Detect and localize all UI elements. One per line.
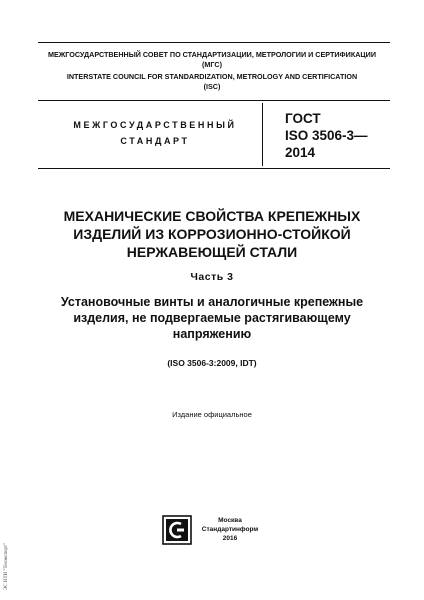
edition-note: Издание официальное: [172, 410, 252, 419]
publisher-name: Стандартинформ: [201, 526, 259, 533]
header-rule: [38, 100, 390, 101]
council-name-en: INTERSTATE COUNCIL FOR STANDARDIZATION, METROLOGY AND CERTIFICATION: [66, 72, 358, 81]
title-line1: МЕХАНИЧЕСКИЕ СВОЙСТВА КРЕПЕЖНЫХ: [63, 208, 361, 224]
publisher-logo-icon: [162, 515, 192, 545]
iso-reference: (ISO 3506-3:2009, IDT): [167, 358, 257, 368]
subtitle-line1: Установочные винты и аналогичные крепежные: [60, 295, 364, 309]
council-name-ru: МЕЖГОСУДАРСТВЕННЫЙ СОВЕТ ПО СТАНДАРТИЗАЦИИ, МЕТРОЛОГИИ И СЕРТИФИКАЦИИ: [47, 50, 377, 59]
publisher-year: 2016: [222, 535, 238, 542]
title-line2: ИЗДЕЛИЙ ИЗ КОРРОЗИОННО-СТОЙКОЙ: [73, 226, 351, 242]
side-watermark-text: ЭС НТИ "Техэксперт": [4, 542, 9, 590]
vertical-divider: [262, 103, 263, 166]
title-line3: НЕРЖАВЕЮЩЕЙ СТАЛИ: [126, 244, 298, 260]
standard-kind-line2: СТАНДАРТ: [120, 136, 190, 146]
gost-number: ISO 3506-3—: [285, 128, 368, 143]
gost-year: 2014: [285, 145, 316, 160]
part-label: Часть 3: [190, 271, 234, 283]
standard-rule: [38, 168, 390, 169]
subtitle-line2: изделия, не подвергаемые растягивающему: [73, 311, 351, 325]
standard-kind-line1: МЕЖГОСУДАРСТВЕННЫЙ: [73, 120, 237, 130]
publisher-city: Москва: [218, 517, 242, 524]
council-abbr-ru: (МГС): [202, 60, 222, 69]
council-abbr-en: (ISC): [203, 82, 221, 91]
gost-label: ГОСТ: [285, 111, 321, 126]
top-rule: [38, 42, 390, 43]
subtitle-line3: напряжению: [172, 327, 252, 341]
